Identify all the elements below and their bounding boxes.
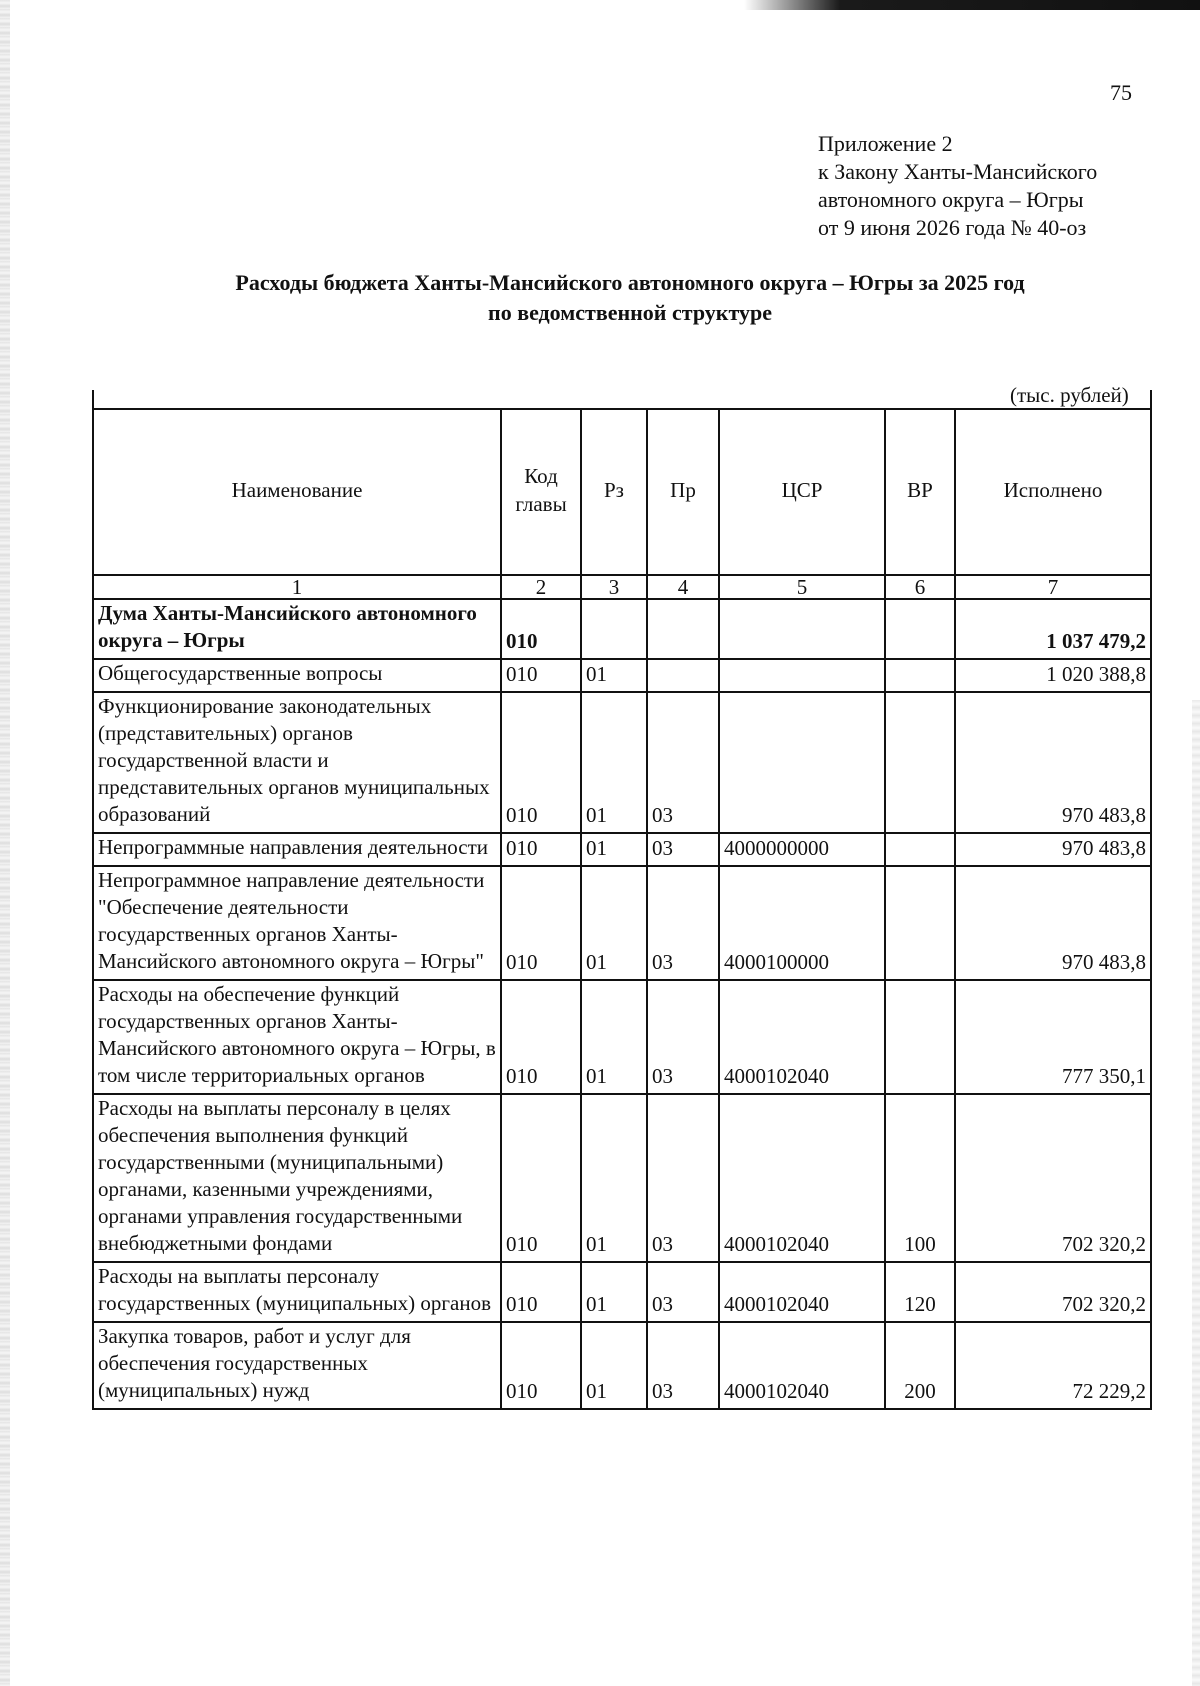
row-name: Общегосударственные вопросы — [93, 659, 501, 692]
row-code: 010 — [501, 1262, 581, 1322]
row-csr: 4000102040 — [719, 1322, 885, 1409]
column-number: 5 — [719, 575, 885, 599]
row-amount: 72 229,2 — [955, 1322, 1151, 1409]
header-rz: Рз — [581, 409, 647, 575]
appendix-block — [818, 130, 1097, 242]
row-csr: 4000100000 — [719, 866, 885, 980]
row-pr — [647, 659, 719, 692]
page-number: 75 — [1110, 80, 1132, 105]
row-amount: 1 020 388,8 — [955, 659, 1151, 692]
table-header-row — [93, 409, 1151, 575]
spacer-cell — [93, 390, 501, 409]
row-amount: 970 483,8 — [955, 866, 1151, 980]
row-vr — [885, 833, 955, 866]
row-name: Функционирование законодательных (представительных) органов государственной власти и представительных органов муниципальных образований — [93, 692, 501, 833]
row-pr: 03 — [647, 1094, 719, 1262]
row-csr — [719, 659, 885, 692]
column-number: 1 — [93, 575, 501, 599]
row-rz: 01 — [581, 866, 647, 980]
spacer-cell — [885, 390, 955, 409]
table-row — [93, 692, 1151, 833]
row-rz: 01 — [581, 980, 647, 1094]
table-row — [93, 1262, 1151, 1322]
table-row — [93, 1322, 1151, 1409]
appendix-line-4: от 9 июня 2026 года № 40-оз — [818, 215, 1087, 240]
spacer-cell — [719, 390, 885, 409]
title-line-2: по ведомственной структуре — [488, 300, 772, 325]
row-code: 010 — [501, 833, 581, 866]
row-vr: 120 — [885, 1262, 955, 1322]
row-csr — [719, 692, 885, 833]
row-vr — [885, 659, 955, 692]
row-rz: 01 — [581, 1262, 647, 1322]
row-vr — [885, 599, 955, 659]
row-pr — [647, 599, 719, 659]
row-rz: 01 — [581, 659, 647, 692]
budget-table — [92, 390, 1152, 1410]
row-csr: 4000000000 — [719, 833, 885, 866]
title-line-1: Расходы бюджета Ханты-Мансийского автономного округа – Югры за 2025 год — [235, 270, 1025, 295]
scan-edge-right — [1192, 700, 1200, 1686]
row-code: 010 — [501, 1322, 581, 1409]
row-name: Расходы на выплаты персоналу в целях обеспечения выполнения функций государственными (муниципальными) органами, казенными учреждениями, органами управления государственными внебюджетными фондами — [93, 1094, 501, 1262]
row-csr: 4000102040 — [719, 1094, 885, 1262]
row-code: 010 — [501, 692, 581, 833]
row-amount: 777 350,1 — [955, 980, 1151, 1094]
row-vr — [885, 980, 955, 1094]
header-name: Наименование — [93, 409, 501, 575]
row-pr: 03 — [647, 866, 719, 980]
row-code: 010 — [501, 599, 581, 659]
row-code: 010 — [501, 980, 581, 1094]
row-code: 010 — [501, 659, 581, 692]
scan-edge-left — [0, 0, 10, 1686]
column-number: 3 — [581, 575, 647, 599]
row-code: 010 — [501, 1094, 581, 1262]
row-vr — [885, 866, 955, 980]
row-pr: 03 — [647, 833, 719, 866]
row-rz: 01 — [581, 1322, 647, 1409]
row-csr: 4000102040 — [719, 1262, 885, 1322]
column-number: 7 — [955, 575, 1151, 599]
row-name: Дума Ханты-Мансийского автономного округа – Югры — [93, 599, 501, 659]
units-label: (тыс. рублей) — [1010, 383, 1129, 407]
spacer-cell — [501, 390, 581, 409]
header-vr: ВР — [885, 409, 955, 575]
table-row — [93, 980, 1151, 1094]
spacer-cell — [647, 390, 719, 409]
row-amount: 970 483,8 — [955, 833, 1151, 866]
row-pr: 03 — [647, 980, 719, 1094]
row-pr: 03 — [647, 1322, 719, 1409]
table-row — [93, 659, 1151, 692]
row-rz — [581, 599, 647, 659]
column-number-row — [93, 575, 1151, 599]
spacer-cell — [955, 390, 1151, 409]
row-name: Расходы на обеспечение функций государственных органов Ханты-Мансийского автономного округа – Югры, в том числе территориальных органов — [93, 980, 501, 1094]
row-pr: 03 — [647, 692, 719, 833]
row-amount: 1 037 479,2 — [955, 599, 1151, 659]
appendix-line-3: автономного округа – Югры — [818, 187, 1084, 212]
row-csr — [719, 599, 885, 659]
row-rz: 01 — [581, 692, 647, 833]
table-row — [93, 866, 1151, 980]
row-pr: 03 — [647, 1262, 719, 1322]
row-amount: 702 320,2 — [955, 1262, 1151, 1322]
header-csr: ЦСР — [719, 409, 885, 575]
column-number: 6 — [885, 575, 955, 599]
row-rz: 01 — [581, 833, 647, 866]
table-row — [93, 599, 1151, 659]
header-code: Код главы — [501, 409, 581, 575]
row-name: Непрограммные направления деятельности — [93, 833, 501, 866]
row-name: Расходы на выплаты персоналу государственных (муниципальных) органов — [93, 1262, 501, 1322]
row-name: Непрограммное направление деятельности "Обеспечение деятельности государственных органов Ханты-Мансийского автономного округа – Югры" — [93, 866, 501, 980]
header-amount: Исполнено — [955, 409, 1151, 575]
column-number: 2 — [501, 575, 581, 599]
row-code: 010 — [501, 866, 581, 980]
row-vr — [885, 692, 955, 833]
row-vr: 200 — [885, 1322, 955, 1409]
row-csr: 4000102040 — [719, 980, 885, 1094]
column-number: 4 — [647, 575, 719, 599]
appendix-line-1: Приложение 2 — [818, 131, 953, 156]
scan-edge-top — [0, 0, 1200, 10]
spacer-cell — [581, 390, 647, 409]
table-row — [93, 1094, 1151, 1262]
row-name: Закупка товаров, работ и услуг для обеспечения государственных (муниципальных) нужд — [93, 1322, 501, 1409]
document-title — [150, 268, 1110, 328]
row-amount: 970 483,8 — [955, 692, 1151, 833]
row-amount: 702 320,2 — [955, 1094, 1151, 1262]
row-rz: 01 — [581, 1094, 647, 1262]
units-spacer-row — [93, 390, 1151, 409]
table-row — [93, 833, 1151, 866]
appendix-line-2: к Закону Ханты-Мансийского — [818, 159, 1098, 184]
row-vr: 100 — [885, 1094, 955, 1262]
header-pr: Пр — [647, 409, 719, 575]
